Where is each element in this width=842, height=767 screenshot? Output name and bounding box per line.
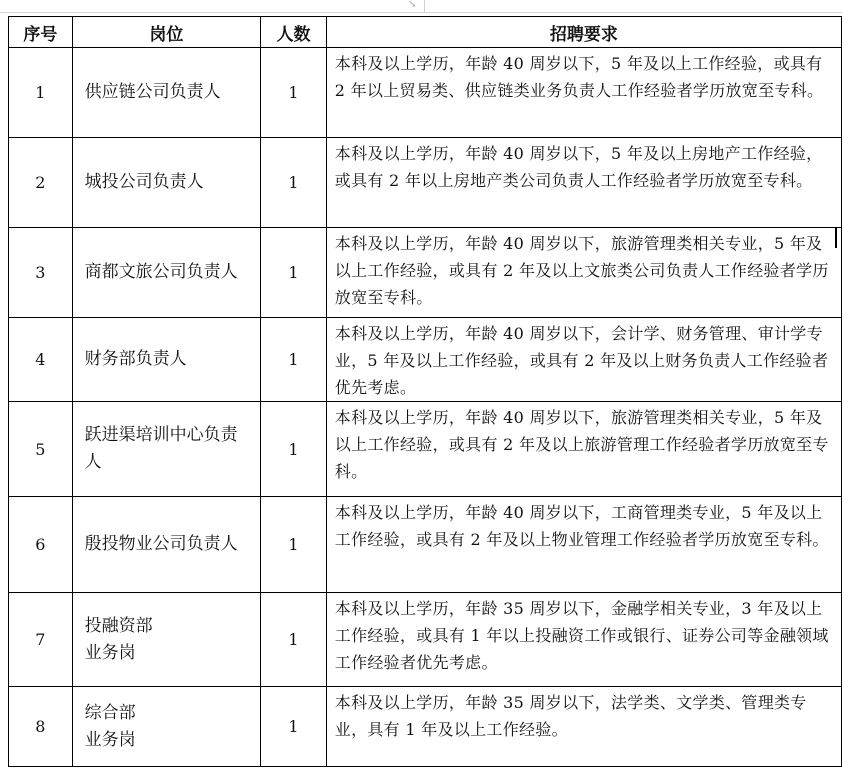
row-requirements [326,497,841,593]
header-no: 序号 [9,17,73,48]
row-no: 3 [9,228,73,318]
row-count: 1 [261,318,327,402]
row-requirements [326,48,841,138]
row-requirements [326,687,841,767]
row-no: 1 [9,48,73,138]
header-requirements: 招聘要求 [326,17,841,48]
row-position: 财务部负责人 [72,318,261,402]
requirements-text: 本科及以上学历，年龄 40 周岁以下，旅游管理类相关专业，5 年及以上工作经验，或具有 2 年及以上文旅类公司负责人工作经验者学历放宽至专科。 [334,234,829,307]
position-line-1: 综合部 [84,702,136,723]
row-no: 5 [9,402,73,497]
table-row [9,138,842,228]
table-row [9,402,842,497]
row-requirements [326,402,841,497]
row-no: 8 [9,687,73,767]
row-requirements [326,318,841,402]
table-row [9,318,842,402]
requirements-text: 本科及以上学历，年龄 40 周岁以下，会计学、财务管理、审计学专业，5 年及以上工作经验，或具有 2 年及以上财务负责人工作经验者优先考虑。 [334,324,829,397]
recruitment-table [8,16,842,767]
row-requirements [326,228,841,318]
requirements-text: 本科及以上学历，年龄 40 周岁以下，旅游管理类相关专业，5 年及以上工作经验，或具有 2 年及以上旅游管理工作经验者学历放宽至专科。 [334,408,829,481]
table-header-row [9,17,842,48]
row-position [72,687,261,767]
row-no: 4 [9,318,73,402]
row-position: 殷投物业公司负责人 [72,497,261,593]
requirements-text: 本科及以上学历，年龄 40 周岁以下，5 年及以上房地产工作经验，或具有 2 年以上房地产类公司负责人工作经验者学历放宽至专科。 [334,144,823,190]
page-top-border [0,12,842,13]
requirements-text: 本科及以上学历，年龄 35 周岁以下，法学类、文学类、管理类专业，具有 1 年及以上工作经验。 [334,693,807,739]
row-count: 1 [261,228,327,318]
row-requirements [326,138,841,228]
row-count: 1 [261,48,327,138]
requirements-text: 本科及以上学历，年龄 40 周岁以下，5 年及以上工作经验，或具有 2 年以上贸易类、供应链类业务负责人工作经验者学历放宽至专科。 [334,54,824,100]
row-position: 商都文旅公司负责人 [72,228,261,318]
page-corner-marker [424,0,425,12]
header-count: 人数 [261,17,327,48]
row-position: 跃进渠培训中心负责人 [72,402,261,497]
header-position: 岗位 [72,17,261,48]
table-row [9,48,842,138]
row-position: 供应链公司负责人 [72,48,261,138]
text-cursor [835,228,837,248]
position-line-2: 业务岗 [84,642,136,663]
position-line-1: 投融资部 [84,615,153,636]
table-row [9,593,842,687]
table-row [9,228,842,318]
row-count: 1 [261,497,327,593]
requirements-text: 本科及以上学历，年龄 40 周岁以下，工商管理类专业，5 年及以上工作经验，或具有 2 年及以上物业管理工作经验者学历放宽至专科。 [334,503,829,549]
row-requirements [326,593,841,687]
row-no: 7 [9,593,73,687]
row-no: 2 [9,138,73,228]
row-position: 城投公司负责人 [72,138,261,228]
paragraph-return-icon: ↘ [408,0,417,10]
row-count: 1 [261,402,327,497]
row-count: 1 [261,138,327,228]
row-no: 6 [9,497,73,593]
row-position [72,593,261,687]
table-row [9,687,842,767]
table-row [9,497,842,593]
position-line-2: 业务岗 [84,729,136,750]
row-count: 1 [261,593,327,687]
row-count: 1 [261,687,327,767]
requirements-text: 本科及以上学历，年龄 35 周岁以下，金融学相关专业，3 年及以上工作经验，或具有 1 年以上投融资工作或银行、证券公司等金融领域工作经验者优先考虑。 [334,599,829,672]
